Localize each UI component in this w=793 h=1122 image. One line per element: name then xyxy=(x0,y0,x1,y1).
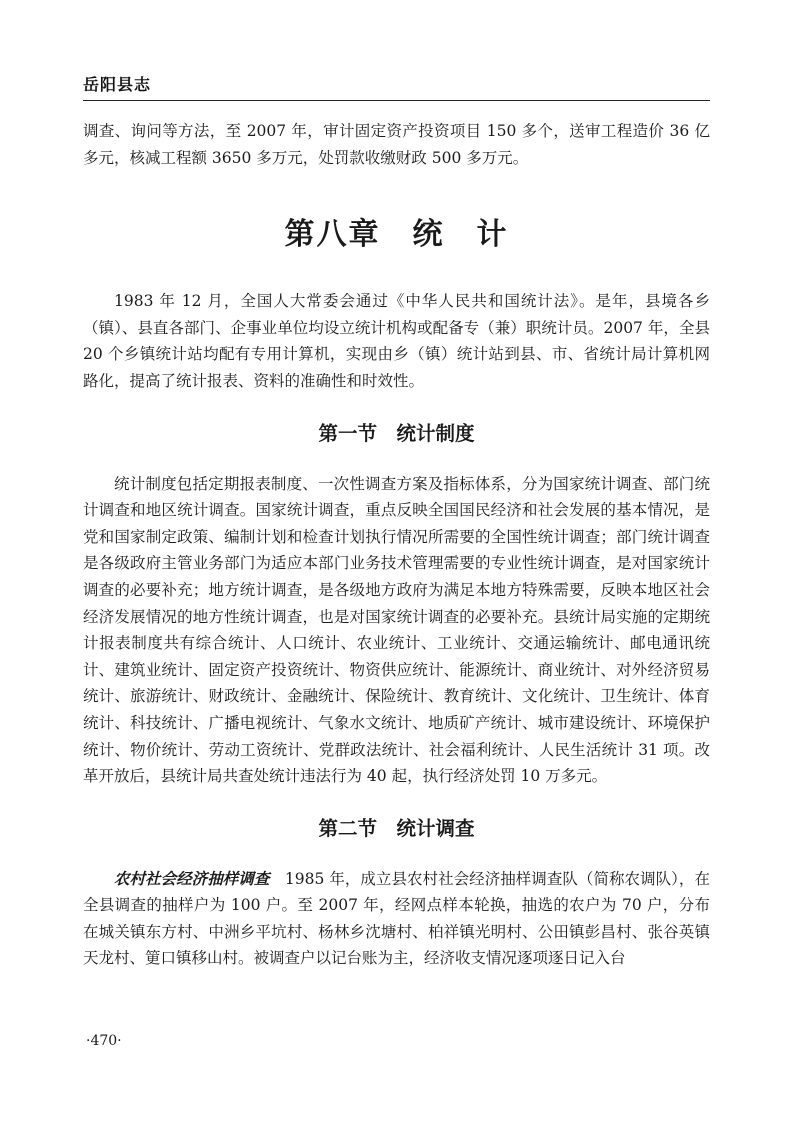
section-2-title: 第二节 统计调查 xyxy=(318,816,475,840)
section-2-body-text: 1985 年，成立县农村社会经济抽样调查队（简称农调队），在全县调查的抽样户为 100 户。至 2007 年，经网点样本轮换，抽选的农户为 70 户，分布在城关镇东方村、中洲乡平坑村、杨林乡沈塘村、柏祥镇光明村、公田镇彭昌村、张谷英镇天龙村、筻口镇移山村。被调查户以记台账为主，经济收支情况逐项逐日记入台 xyxy=(83,869,710,968)
chapter-intro-paragraph: 1983 年 12 月，全国人大常委会通过《中华人民共和国统计法》。是年，县境各乡（镇）、县直各部门、企事业单位均设立统计机构或配备专（兼）职统计员。2007 年，全县 20 个乡镇统计站均配有专用计算机，实现由乡（镇）统计站到县、市、省统计局计算机网路化，提高了统计报表、资料的准确性和时效性。 xyxy=(83,292,710,390)
section-1-paragraph: 统计制度包括定期报表制度、一次性调查方案及指标体系，分为国家统计调查、部门统计调查和地区统计调查。国家统计调查，重点反映全国国民经济和社会发展的基本情况，是党和国家制定政策、编制计划和检查计划执行情况所需要的全国性统计调查；部门统计调查是各级政府主管业务部门为适应本部门业务技术管理需要的专业性统计调查，是对国家统计调查的必要补充；地方统计调查，是各级地方政府为满足本地方特殊需要，反映本地区社会经济发展情况的地方性统计调查，也是对国家统计调查的必要补充。县统计局实施的定期统计报表制度共有综合统计、人口统计、农业统计、工业统计、交通运输统计、邮电通讯统计、建筑业统计、固定资产投资统计、物资供应统计、能源统计、商业统计、对外经济贸易统计、旅游统计、财政统计、金融统计、保险统计、教育统计、文化统计、卫生统计、体育统计、科技统计、广播电视统计、气象水文统计、地质矿产统计、城市建设统计、环境保护统计、物价统计、劳动工资统计、党群政法统计、社会福利统计、人民生活统计 31 项。改革开放后，县统计局共查处统计违法行为 40 起，执行经济处罚 10 万多元。 xyxy=(83,474,710,786)
section-1-title: 第一节 统计制度 xyxy=(318,421,475,445)
chapter-title: 第八章 统 计 xyxy=(284,217,509,253)
carryover-paragraph: 调查、询问等方法，至 2007 年，审计固定资产投资项目 150 多个，送审工程造价 36 亿多元，核减工程额 3650 多万元，处罚款收缴财政 500 多万元。 xyxy=(83,122,710,167)
header-rule xyxy=(83,100,710,101)
page-content xyxy=(83,118,710,972)
page-number: ·470· xyxy=(86,1033,122,1049)
running-header: 岳阳县志 xyxy=(83,75,152,94)
section-2-paragraph xyxy=(83,866,710,972)
lead-term: 农村社会经济抽样调查 xyxy=(114,869,270,888)
